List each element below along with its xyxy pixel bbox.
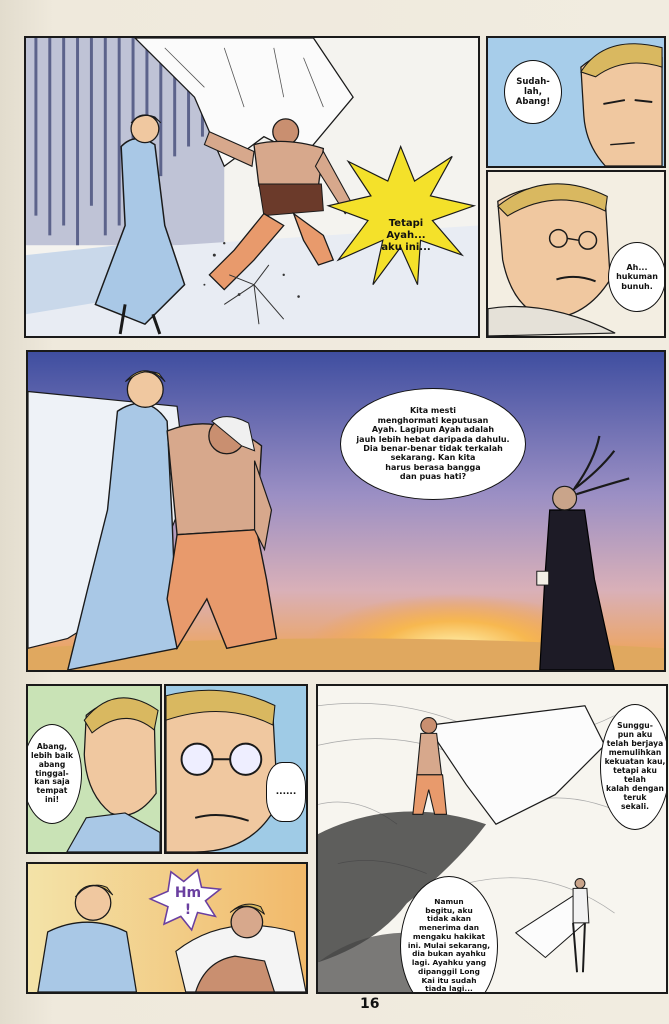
panel-1-fight bbox=[24, 36, 480, 338]
speech-bubble: Namun begitu, aku tidak akan menerima dan mengaku hakikat ini. Mulai sekarang, dia bukan ayahku lagi. Ayahku yang dipanggil Long Kai itu sudah tiada lagi... bbox=[400, 876, 498, 994]
panel-1-art bbox=[26, 38, 478, 336]
speech-bubble: Sudah- lah, Abang! bbox=[504, 60, 562, 124]
shout-text: Tetapi Ayah... aku ini... bbox=[381, 218, 431, 253]
panel-2-closeup bbox=[486, 36, 666, 168]
page-number: 16 bbox=[360, 996, 380, 1012]
panel-3-glasses-man bbox=[486, 170, 666, 338]
panel-4-sunset bbox=[26, 350, 666, 672]
speech-bubble: Sunggu- pun aku telah berjaya memulihkan kekuatan kau, tetapi aku telah kalah dengan teruk sekali. bbox=[600, 704, 668, 830]
sfx-hm: Hm ! bbox=[174, 885, 202, 918]
speech-bubble: Ah... hukuman bunuh. bbox=[608, 242, 666, 312]
panel-6-glasses-closeup bbox=[164, 684, 308, 854]
speech-bubble: Abang, lebih baik abang tinggal- kan saja tempat ini! bbox=[26, 724, 82, 824]
panel-4-art bbox=[28, 352, 664, 670]
panel-7-cliff bbox=[316, 684, 668, 994]
speech-bubble: ...... bbox=[266, 762, 306, 822]
panel-8-hm bbox=[26, 862, 308, 994]
panel-5-young-man bbox=[26, 684, 162, 854]
speech-bubble: Kita mesti menghormati keputusan Ayah. Lagipun Ayah adalah jauh lebih hebat daripada dahulu. Dia benar-benar tidak terkalah sekarang. Kan kita harus berasa bangga dan puas hati? bbox=[340, 388, 526, 500]
